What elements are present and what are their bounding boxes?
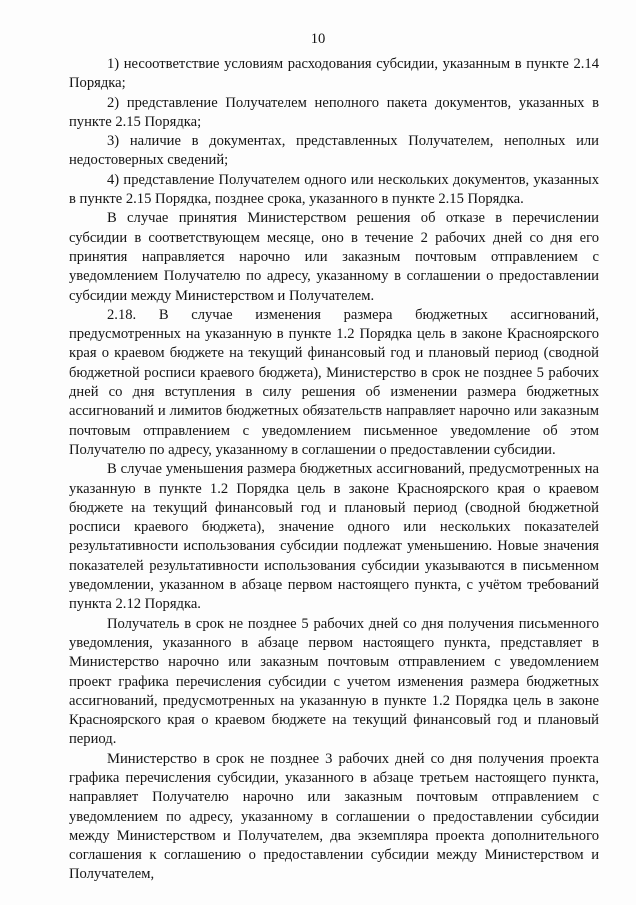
page-number: 10 (310, 31, 326, 47)
paragraph-item-1: 1) несоответствие условиям расходования субсидии, указанным в пункте 2.14 Порядка; (69, 56, 599, 92)
document-body (69, 55, 599, 885)
paragraph-item-4: 4) представление Получателем одного или нескольких документов, указанных в пункте 2.15 Порядка, позднее срока, указанного в пункте 2.15 Порядка. (69, 171, 599, 208)
paragraph-budget-reduction: В случае уменьшения размера бюджетных ассигнований, предусмотренных на указанную в пункте 1.2 Порядка цель в законе Красноярского края о краевом бюджете на текущий финансовый год и плановый период (сводной бюджетной росписи краевого бюджета), значение одного или нескольких показателей результативности использования субсидии подлежат уменьшению. Новые значения показателей результативности использования субсидии указываются в письменном уведомлении, указанном в абзаце первом настоящего пункта, с учётом требований пункта 2.12 Порядка. (69, 461, 599, 613)
paragraph-recipient-schedule: Получатель в срок не позднее 5 рабочих дней со дня получения письменного уведомления, указанного в абзаце первом настоящего пункта, представляет в Министерство нарочно или заказным почтовым отправлением с уведомлением проект графика перечисления субсидии с учетом изменения размера бюджетных ассигнований, предусмотренных на указанную в пункте 1.2 Порядка цель в законе Красноярского края о краевом бюджете на текущий финансовый год и плановый период. (69, 615, 599, 748)
paragraph-item-3: 3) наличие в документах, представленных Получателем, неполных или недостоверных сведений; (69, 133, 599, 169)
paragraph-ministry-agreement: Министерство в срок не позднее 3 рабочих дней со дня получения проекта графика перечисления субсидии, указанного в абзаце третьем настоящего пункта, направляет Получателю нарочно или заказным почтовым отправлением с уведомлением по адресу, указанному в соглашении о предоставлении субсидии между Министерством и Получателем, два экземпляра проекта дополнительного соглашения к соглашению о предоставлении субсидии между Министерством и Получателем, (69, 750, 599, 883)
paragraph-item-2: 2) представление Получателем неполного пакета документов, указанных в пункте 2.15 Порядка; (69, 94, 599, 130)
paragraph-2-18: 2.18. В случае изменения размера бюджетных ассигнований, предусмотренных на указанную в пункте 1.2 Порядка цель в законе Красноярского края о краевом бюджете на текущий финансовый год и плановый период (сводной бюджетной росписи краевого бюджета), Министерство в срок не позднее 5 рабочих дней со дня вступления в силу решения об изменении размера бюджетных ассигнований и лимитов бюджетных обязательств направляет нарочно или заказным почтовым отправлением с уведомлением письменное уведомление об этом Получателю по адресу, указанному в соглашении о предоставлении субсидии. (69, 306, 599, 458)
paragraph-refusal-notice: В случае принятия Министерством решения об отказе в перечислении субсидии в соответствующем месяце, оно в течение 2 рабочих дней со дня его принятия направляется нарочно или заказным почтовым отправлением с уведомлением Получателю по адресу, указанному в соглашении о предоставлении субсидии между Министерством и Получателем. (69, 210, 599, 304)
